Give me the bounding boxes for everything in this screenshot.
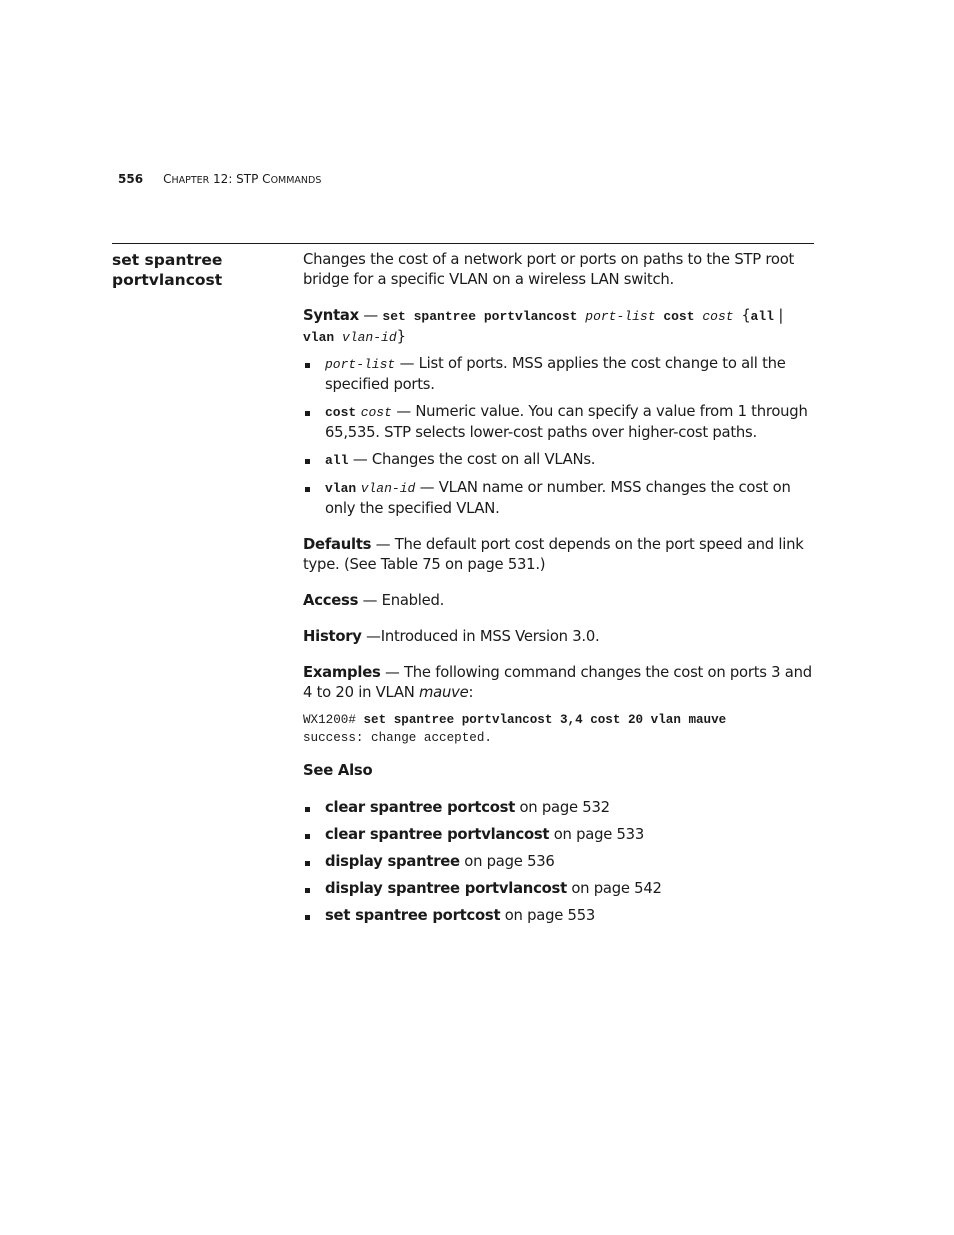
- see-also-item[interactable]: [303, 906, 815, 926]
- see-also-item[interactable]: [303, 879, 815, 899]
- code-prompt: WX1200#: [303, 713, 364, 727]
- see-also-list: [303, 798, 815, 926]
- see-also-page: on page 536: [459, 853, 555, 870]
- see-also-item[interactable]: [303, 798, 815, 818]
- code-command: set spantree portvlancost 3,4 cost 20 vlan mauve: [363, 713, 727, 727]
- history-text: —Introduced in MSS Version 3.0.: [361, 628, 600, 645]
- param-text: — List of ports. MSS applies the cost change to all the specified ports.: [325, 355, 786, 393]
- param-text: — Changes the cost on all VLANs.: [348, 451, 596, 468]
- param-item: [303, 354, 815, 395]
- command-body: [303, 250, 815, 926]
- see-also-cmd[interactable]: display spantree: [325, 853, 460, 870]
- syntax-kw-all: all: [750, 309, 774, 324]
- param-arg: port-list: [325, 357, 396, 372]
- see-also-item[interactable]: [303, 825, 815, 845]
- see-also-item[interactable]: [303, 852, 815, 872]
- syntax-brace-open: {: [741, 307, 751, 324]
- examples-colon: :: [468, 684, 474, 701]
- param-arg: cost: [360, 405, 392, 420]
- param-text: — VLAN name or number. MSS changes the cost on only the specified VLAN.: [325, 479, 791, 517]
- chapter-initial: C: [163, 172, 172, 186]
- chapter-word: HAPTER: [171, 175, 210, 186]
- examples-label: Examples: [303, 664, 381, 681]
- syntax-cmd: set spantree portvlancost: [382, 309, 578, 324]
- param-arg: vlan-id: [360, 481, 416, 496]
- access-text: — Enabled.: [358, 592, 445, 609]
- chapter-number: 12: STP C: [209, 172, 271, 186]
- see-also-cmd[interactable]: clear spantree portvlancost: [325, 826, 550, 843]
- chapter-tail: OMMANDS: [270, 175, 322, 186]
- see-also-cmd[interactable]: display spantree portvlancost: [325, 880, 567, 897]
- param-kw: cost: [325, 405, 357, 420]
- code-output: success: change accepted.: [303, 731, 492, 745]
- examples-vlan-name: mauve: [419, 684, 469, 701]
- section-rule: [112, 243, 814, 244]
- history-label: History: [303, 628, 362, 645]
- syntax-arg-vlan: vlan-id: [342, 330, 397, 345]
- defaults-label: Defaults: [303, 536, 372, 553]
- running-header: [118, 172, 321, 186]
- examples-text: — The following command changes the cost on ports 3 and 4 to 20 in VLAN: [303, 664, 812, 701]
- param-item: [303, 402, 815, 443]
- see-also-page: on page 533: [549, 826, 645, 843]
- param-item: [303, 478, 815, 519]
- param-kw: vlan: [325, 481, 357, 496]
- access-paragraph: [303, 591, 815, 611]
- defaults-paragraph: [303, 535, 815, 575]
- see-also-heading: See Also: [303, 762, 373, 779]
- examples-paragraph: [303, 663, 815, 703]
- syntax-kw-cost: cost: [663, 309, 695, 324]
- syntax-pipe: |: [778, 307, 784, 324]
- syntax-kw-vlan: vlan: [303, 330, 335, 345]
- access-label: Access: [303, 592, 359, 609]
- command-description: Changes the cost of a network port or ports on paths to the STP root bridge for a specific VLAN on a wireless LAN switch.: [303, 251, 795, 288]
- code-command-line: [303, 711, 815, 729]
- syntax-brace-close: }: [396, 328, 406, 345]
- history-paragraph: [303, 627, 815, 647]
- syntax-arg-portlist: port-list: [585, 309, 656, 324]
- command-title-line2: portvlancost: [112, 271, 223, 289]
- param-list: [303, 354, 815, 519]
- param-kw: all: [325, 453, 349, 468]
- syntax-dash: —: [358, 307, 383, 324]
- syntax-line: [303, 306, 815, 348]
- page-number: 556: [118, 172, 144, 186]
- command-title-line1: set spantree: [112, 251, 223, 269]
- see-also-page: on page 542: [566, 880, 662, 897]
- param-item: [303, 450, 815, 471]
- see-also-cmd[interactable]: set spantree portcost: [325, 907, 501, 924]
- syntax-label: Syntax: [303, 307, 359, 324]
- code-example: [303, 711, 815, 747]
- see-also-page: on page 532: [515, 799, 610, 816]
- syntax-arg-cost: cost: [702, 309, 734, 324]
- defaults-text: — The default port cost depends on the port speed and link type. (See Table 75 on page 531.): [303, 536, 804, 573]
- see-also-cmd[interactable]: clear spantree portcost: [325, 799, 516, 816]
- param-text: — Numeric value. You can specify a value from 1 through 65,535. STP selects lower-cost paths over higher-cost paths.: [325, 403, 808, 441]
- see-also-page: on page 553: [500, 907, 596, 924]
- command-title: [112, 250, 292, 290]
